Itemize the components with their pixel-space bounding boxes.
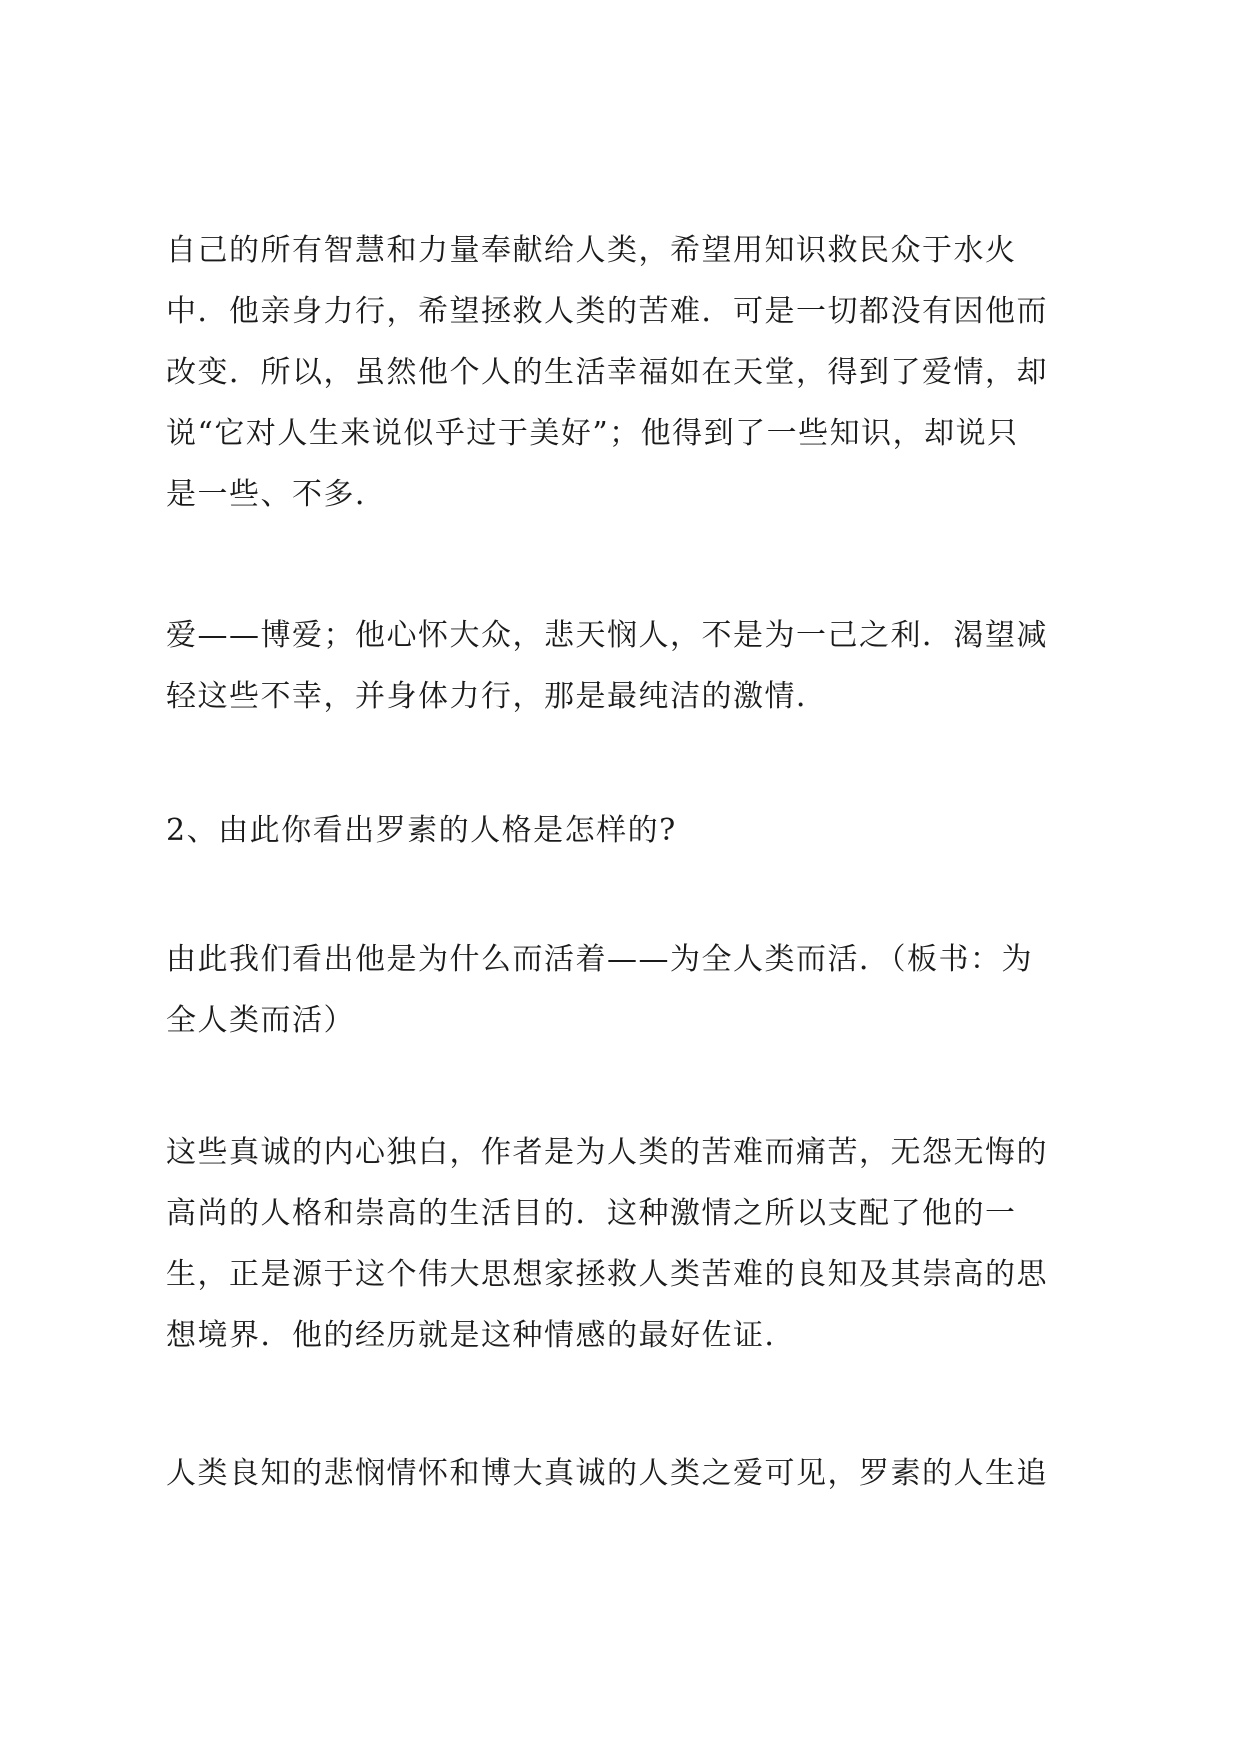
text-line: 说“它对人生来说似乎过于美好”；他得到了一些知识，却说只 [166,416,1019,451]
text-line: 自己的所有智慧和力量奉献给人类，希望用知识救民众于水火 [166,233,1017,268]
paragraph-conclusion [166,1443,1096,1504]
paragraph-monologue [166,1122,1096,1366]
text-line: 爱——博爱；他心怀大众，悲天悯人，不是为一己之利．渴望减 [166,618,1048,653]
paragraph-love [166,605,1096,727]
text-line: 生，正是源于这个伟大思想家拯救人类苦难的良知及其崇高的思 [166,1257,1048,1292]
text-line: 人类良知的悲悯情怀和博大真诚的人类之爱可见，罗素的人生追 [166,1456,1048,1491]
text-line: 高尚的人格和崇高的生活目的．这种激情之所以支配了他的一 [166,1196,1017,1231]
paragraph-answer [166,929,1096,1051]
text-line: 轻这些不幸，并身体力行，那是最纯洁的激情． [166,679,828,714]
text-line: 全人类而活） [166,1003,355,1038]
paragraph-dedication [166,220,1096,525]
text-line: 想境界．他的经历就是这种情感的最好佐证． [166,1318,796,1353]
text-line: 这些真诚的内心独白，作者是为人类的苦难而痛苦，无怨无悔的 [166,1135,1048,1170]
text-line: 2、由此你看出罗素的人格是怎样的? [166,813,677,848]
text-line: 由此我们看出他是为什么而活着——为全人类而活．（板书：为 [166,942,1033,977]
text-line: 中．他亲身力行，希望拯救人类的苦难．可是一切都没有因他而 [166,294,1048,329]
paragraph-question [166,800,1096,861]
text-line: 是一些、不多． [166,477,387,512]
text-line: 改变．所以，虽然他个人的生活幸福如在天堂，得到了爱情，却 [166,355,1048,390]
